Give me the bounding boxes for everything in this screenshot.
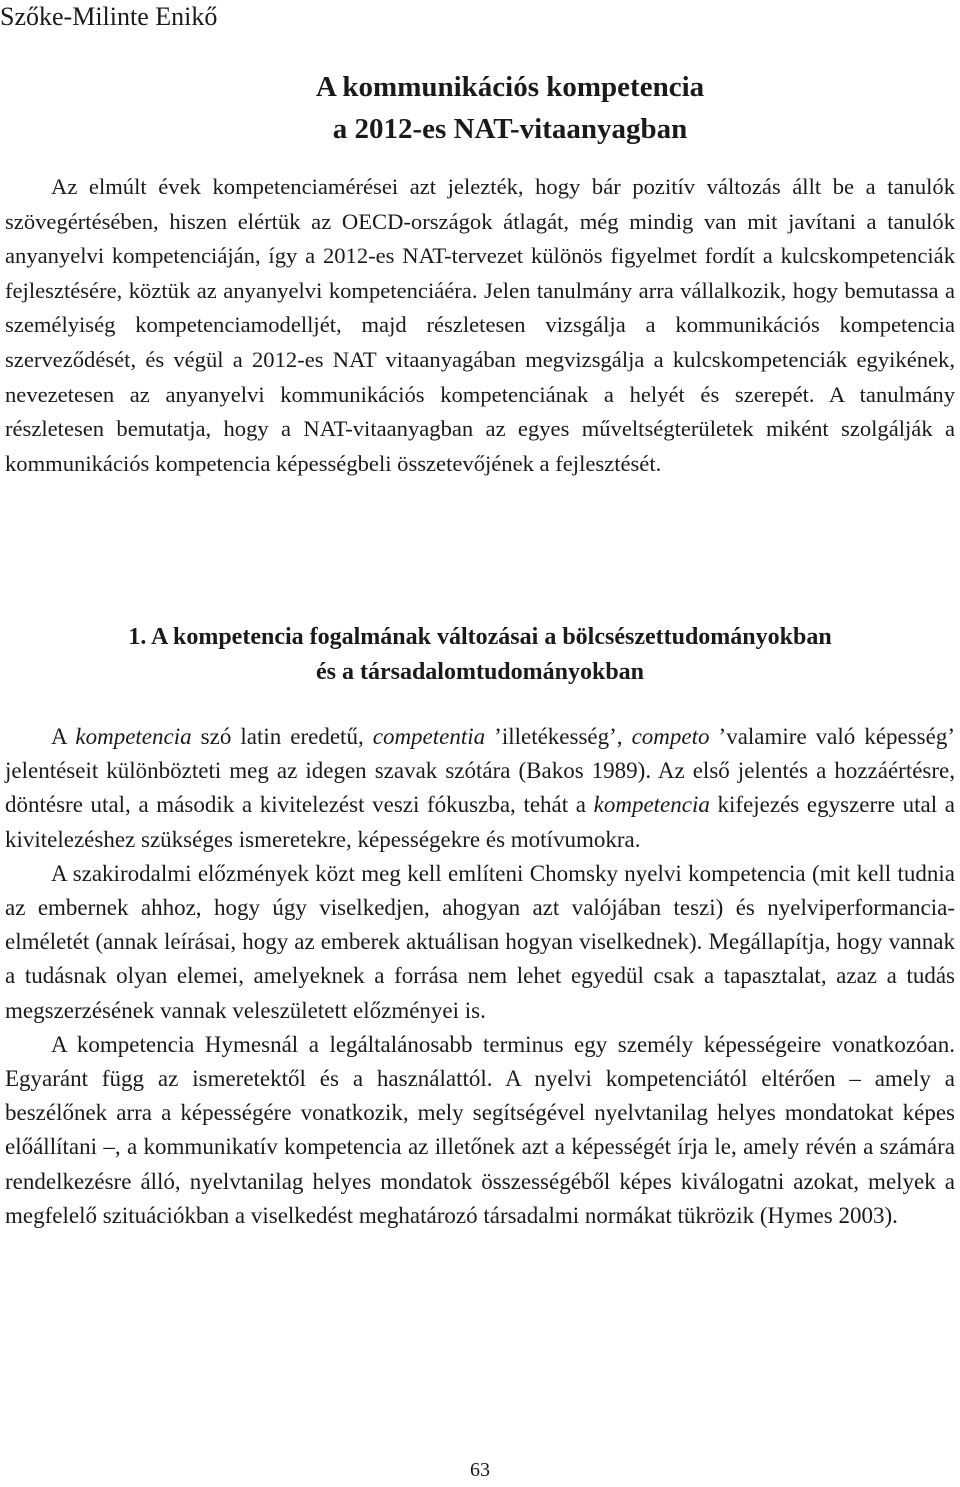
author-name: Szőke-Milinte Enikő xyxy=(0,2,218,31)
article-title xyxy=(0,66,960,150)
p1-text-3: ’illetékesség’, xyxy=(485,724,632,749)
p1-text-5: kifejezés egyszerre utal a kivitelezéshez szükséges ismeretekre, képességekre és motívumokra. xyxy=(5,792,955,852)
abstract-paragraph: Az elmúlt évek kompetenciamérései azt jelezték, hogy bár pozitív változás állt be a tanulók szövegértésében, hiszen elértük az OECD-országok átlagát, még mindig van mit javítani a tanulók anyanyelvi kompetenciáján, így a 2012-es NAT-tervezet különös figyelmet fordít a kulcskompetenciák fejlesztésére, köztük az anyanyelvi kompetenciáéra. Jelen tanulmány arra vállalkozik, hogy bemutassa a személyiség kompetenciamodelljét, majd részletesen vizsgálja a kommunikációs kompetencia szerveződését, és végül a 2012-es NAT vitaanyagában megvizsgálja a kulcskompetenciák egyikének, nevezetesen az anyanyelvi kommunikációs kompetenciának a helyét és szerepét. A tanulmány részletesen bemutatja, hogy a NAT-vitaanyagban az egyes műveltségterületek miként szolgálják a kommunikációs kompetencia képességbeli összetevőjének a fejlesztését. xyxy=(5,174,955,476)
p1-italic-3: competo xyxy=(631,724,710,749)
title-line-1: A kommunikációs kompetencia xyxy=(315,71,705,103)
body-paragraph-2: A szakirodalmi előzmények közt meg kell említeni Chomsky nyelvi kompetencia (mit kell tudnia az embernek ahhoz, hogy úgy viselkedjen, ahogyan azt valójában teszi) és nyelviperformancia-elméletét (annak leírásai, hogy az emberek aktuálisan hogyan viselkednek). Megállapítja, hogy vannak a tudásnak olyan elemei, amelyeknek a forrása nem lehet egyedül csak a tapasztalat, azaz a tudás megszerzésének vannak veleszületett előzményei is. xyxy=(5,860,955,1023)
section-heading-line-2: és a társadalomtudományokban xyxy=(315,659,645,685)
body-text xyxy=(5,720,955,1233)
p1-text-2: szó latin eredetű, xyxy=(191,724,373,749)
section-heading xyxy=(0,620,960,690)
section-heading-line-1: 1. A kompetencia fogalmának változásai a bölcsészettudományokban xyxy=(128,624,832,650)
p1-text-4: ’valamire való képesség’ jelentéseit különbözteti meg az idegen szavak szótára (Bakos 1989). Az első jelentés a hozzáértésre, döntésre utal, a második a kivitelezést veszi fókuszba, tehát a xyxy=(5,724,956,818)
body-paragraph-3: A kompetencia Hymesnál a legáltalánosabb terminus egy személy képességeire vonatkozóan. Egyaránt függ az ismeretektől és a használattól. A nyelvi kompetenciától eltérően – amely a beszélőnek arra a képességére vonatkozik, mely segítségével nyelvtanilag helyes mondatokat képes előállítani –, a kommunikatív kompetencia az illetőnek azt a képességét írja le, amely révén a számára rendelkezésre álló, nyelvtanilag helyes mondatok összességéből képes kiválogatni azokat, melyek a megfelelő szituációkban a viselkedést meghatározó társadalmi normákat tükrözik (Hymes 2003). xyxy=(5,1031,955,1228)
p1-text-1: A xyxy=(51,724,76,749)
p1-italic-2: competentia xyxy=(372,724,486,749)
p1-italic-1: kompetencia xyxy=(75,724,192,749)
title-line-2: a 2012-es NAT-vitaanyagban xyxy=(332,113,688,145)
abstract xyxy=(5,170,955,481)
page-number: 63 xyxy=(470,1459,490,1481)
body-paragraph-1 xyxy=(5,720,955,857)
p1-italic-4: kompetencia xyxy=(593,792,710,818)
